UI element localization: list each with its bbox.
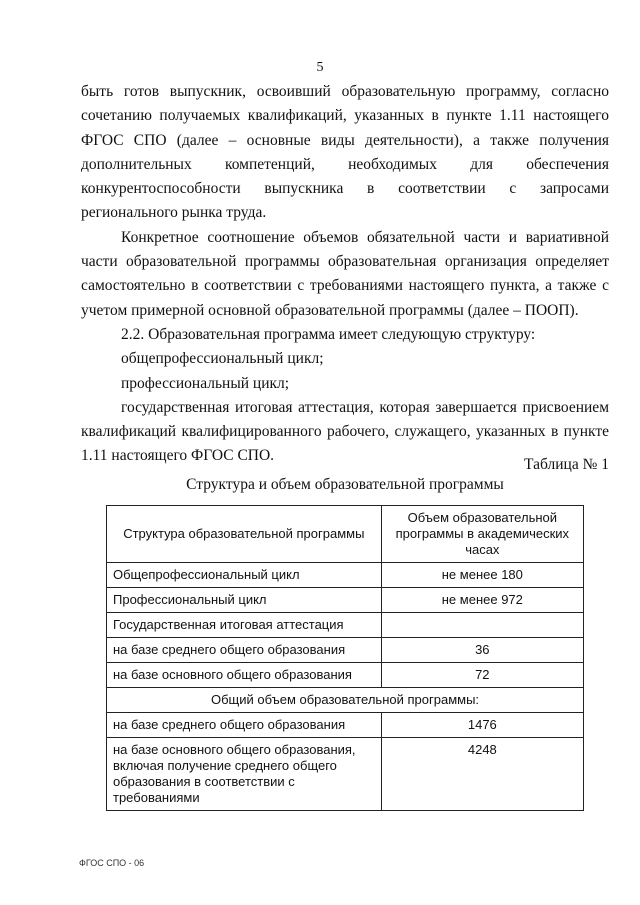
- table-cell-value: 36: [381, 638, 583, 663]
- table-cell-value: не менее 180: [381, 563, 583, 588]
- paragraph-continuation: быть готов выпускник, освоивший образовательную программу, согласно сочетанию получаемых квалификаций, указанных в пункте 1.11 настоящего ФГОС СПО (далее – основные виды деятельности), а также получения дополнительных компетенций, необходимых для обеспечения конкурентоспособности выпускника в соответствии с запросами регионального рынка труда.: [81, 83, 609, 222]
- table-row: [107, 563, 584, 588]
- list-item-general-cycle: общепрофессиональный цикл;: [121, 350, 324, 368]
- table-cell-value: 1476: [381, 713, 583, 738]
- table-cell-label: Государственная итоговая аттестация: [107, 613, 382, 638]
- table-cell-value: не менее 972: [381, 588, 583, 613]
- list-item-professional-cycle: профессиональный цикл;: [121, 374, 290, 392]
- table-cell-label: на базе среднего общего образования: [107, 713, 382, 738]
- table-cell-label: на базе основного общего образования: [107, 663, 382, 688]
- table-header-structure: Структура образовательной программы: [107, 506, 382, 563]
- paragraph-structure-intro: 2.2. Образовательная программа имеет следующую структуру:: [121, 325, 536, 343]
- table-header-row: [107, 506, 584, 563]
- page-number: 5: [316, 60, 324, 75]
- table-cell-value: 72: [381, 663, 583, 688]
- table-row: [107, 738, 584, 811]
- footer-code: ФГОС СПО - 06: [79, 858, 145, 868]
- table-cell-value: 4248: [381, 738, 583, 811]
- table-cell-label: на базе основного общего образования, включая получение среднего общего образования в соответствии с требованиями: [107, 738, 382, 811]
- table-cell-total-heading: Общий объем образовательной программы:: [107, 688, 584, 713]
- paragraph-ratio: Конкретное соотношение объемов обязательной части и вариативной части образовательной программы образовательная организация определяет самостоятельно в соответствии с требованиями настоящего пункта, а также с учетом примерной основной образовательной программы (далее – ПООП).: [81, 228, 609, 319]
- table-cell-label: на базе среднего общего образования: [107, 638, 382, 663]
- table-row-total-heading: [107, 688, 584, 713]
- structure-table: [106, 505, 584, 811]
- table-header-volume: Объем образовательной программы в академических часах: [381, 506, 583, 563]
- table-row: [107, 713, 584, 738]
- table-row: [107, 588, 584, 613]
- table-cell-value: [381, 613, 583, 638]
- table-title: Структура и объем образовательной программы: [186, 476, 504, 493]
- table-row: [107, 638, 584, 663]
- table-cell-label: Общепрофессиональный цикл: [107, 563, 382, 588]
- body-text: [81, 80, 609, 469]
- table-cell-label: Профессиональный цикл: [107, 588, 382, 613]
- list-item-final-attestation: государственная итоговая аттестация, которая завершается присвоением квалификаций квалифицированного рабочего, служащего, указанных в пункте 1.11 настоящего ФГОС СПО.: [81, 398, 609, 465]
- table-row: [107, 613, 584, 638]
- table-row: [107, 663, 584, 688]
- table-label: Таблица № 1: [524, 456, 609, 473]
